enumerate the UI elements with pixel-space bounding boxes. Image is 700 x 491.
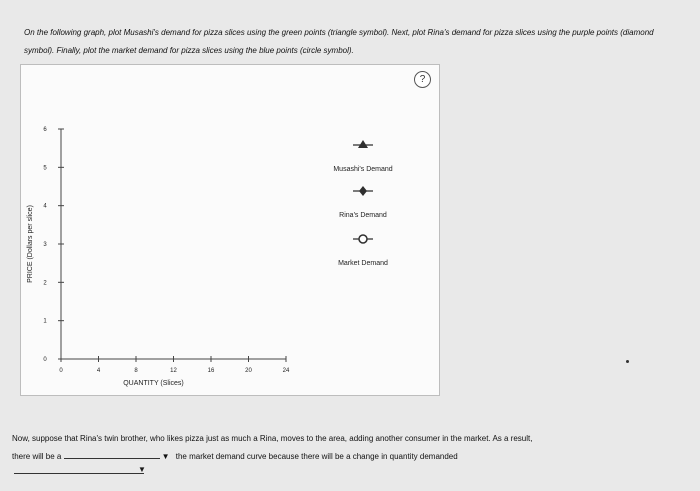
- x-tick-label: 12: [170, 368, 177, 374]
- dot-mark: [626, 360, 629, 363]
- y-tick-label: 0: [43, 357, 47, 363]
- demand-chart: [21, 65, 439, 395]
- x-tick-label: 8: [134, 368, 138, 374]
- diamond-symbol-icon[interactable]: [359, 186, 367, 196]
- chart-ticks: [43, 127, 290, 374]
- x-tick-label: 16: [207, 368, 215, 374]
- y-tick-label: 3: [43, 242, 47, 248]
- y-tick-label: 1: [43, 318, 47, 325]
- instructions-text: On the following graph, plot Musashi's demand for pizza slices using the green points (triangle symbol). Next, plot Rina's demand for pizza slices using the purple points (diamond symbol). Finally, plot the market demand for pizza slices using the blue points (circle symbol).: [24, 28, 654, 55]
- help-button[interactable]: ?: [414, 71, 431, 88]
- y-tick-label: 4: [43, 203, 47, 210]
- y-tick-label: 5: [43, 165, 47, 172]
- answer-dropdown-1[interactable]: [64, 449, 160, 459]
- answer-dropdown-2[interactable]: [14, 472, 144, 474]
- triangle-symbol-icon[interactable]: [358, 140, 368, 148]
- question-part3: the market demand curve because there will be a change in quantity demanded: [175, 452, 458, 461]
- question-part1: Now, suppose that Rina's twin brother, who likes pizza just as much a Rina, moves to the area, adding another consumer in the market. As a result,: [12, 434, 533, 443]
- legend: [333, 140, 392, 267]
- x-tick-label: 4: [96, 368, 101, 374]
- x-tick-label: 20: [245, 368, 252, 374]
- chevron-down-icon[interactable]: ▼: [161, 452, 170, 461]
- legend-label: Musashi's Demand: [333, 166, 393, 173]
- question-text: [12, 430, 692, 466]
- chart-axes: [61, 129, 286, 359]
- y-tick-label: 6: [43, 127, 47, 133]
- circle-symbol-icon[interactable]: [359, 235, 367, 243]
- question-part2: there will be a: [12, 452, 62, 461]
- chevron-down-icon-2[interactable]: ▼: [138, 465, 146, 474]
- x-axis-label: QUANTITY (Slices): [123, 380, 184, 387]
- y-axis-label: PRICE (Dollars per slice): [27, 205, 34, 283]
- graph-panel: [20, 64, 440, 396]
- x-tick-label: 0: [59, 368, 63, 374]
- x-tick-label: 24: [282, 368, 290, 374]
- legend-label: Rina's Demand: [339, 212, 387, 219]
- y-tick-label: 2: [43, 280, 47, 287]
- legend-label: Market Demand: [338, 260, 388, 267]
